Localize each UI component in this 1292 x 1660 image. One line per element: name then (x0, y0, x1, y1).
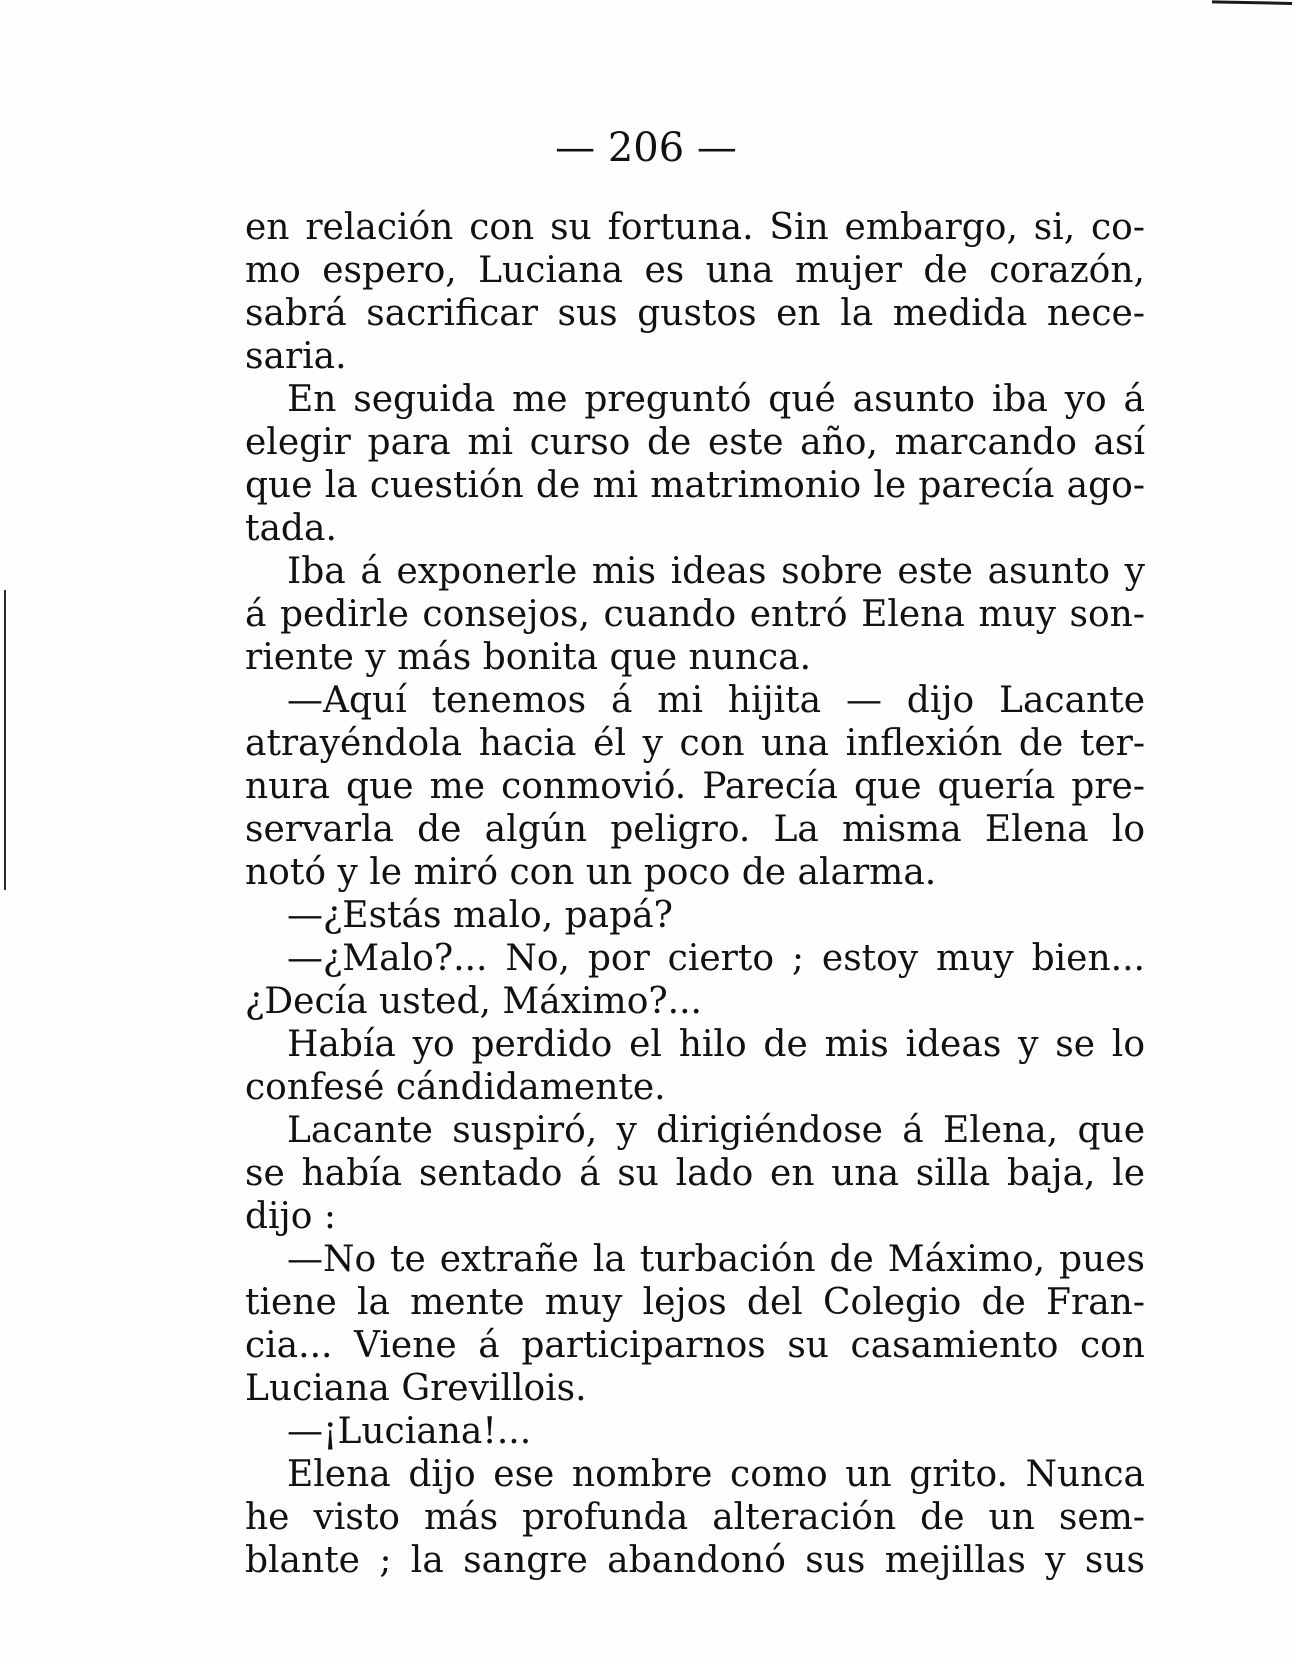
text-line: Luciana Grevillois. (245, 1368, 587, 1409)
text-line: cia... Viene á participarnos su casamiento con (245, 1325, 1145, 1366)
text-line: mo espero, Luciana es una mujer de corazón, (245, 250, 1145, 291)
text-line: En seguida me preguntó qué asunto iba yo á (287, 379, 1145, 420)
text-line: atrayéndola hacia él y con una inflexión de ter- (245, 723, 1145, 764)
text-line: sabrá sacrificar sus gustos en la medida nece- (245, 293, 1145, 334)
text-line: Iba á exponerle mis ideas sobre este asunto y (287, 551, 1145, 592)
text-line: se había sentado á su lado en una silla baja, le (245, 1153, 1145, 1194)
text-line: nura que me conmovió. Parecía que quería pre- (245, 766, 1145, 807)
text-line: notó y le miró con un poco de alarma. (245, 852, 937, 893)
text-line: —Aquí tenemos á mi hijita — dijo Lacante (287, 680, 1145, 721)
text-line: Elena dijo ese nombre como un grito. Nunca (287, 1454, 1145, 1495)
text-line: blante ; la sangre abandonó sus mejillas y sus (245, 1540, 1145, 1581)
text-line: —¿Malo?... No, por cierto ; estoy muy bien... (287, 938, 1145, 979)
text-line: confesé cándidamente. (245, 1067, 666, 1108)
text-line: ¿Decía usted, Máximo?... (245, 981, 702, 1022)
text-line: —No te extrañe la turbación de Máximo, pues (287, 1239, 1145, 1280)
text-line: en relación con su fortuna. Sin embargo, si, co- (245, 207, 1145, 248)
body-text (245, 206, 1145, 1582)
scan-edge-mark (1212, 0, 1292, 14)
text-line: dijo : (245, 1196, 336, 1237)
page-number: — 206 — (555, 125, 737, 171)
text-line: Había yo perdido el hilo de mis ideas y se lo (287, 1024, 1145, 1065)
text-line: —¡Luciana!... (287, 1411, 532, 1452)
text-line: he visto más profunda alteración de un sem- (245, 1497, 1145, 1538)
text-line: saria. (245, 336, 347, 377)
text-line: que la cuestión de mi matrimonio le parecía ago- (245, 465, 1145, 506)
text-line: tiene la mente muy lejos del Colegio de Fran- (245, 1282, 1145, 1323)
text-line: Lacante suspiró, y dirigiéndose á Elena, que (287, 1110, 1145, 1151)
text-line: elegir para mi curso de este año, marcando así (245, 422, 1145, 463)
text-line: riente y más bonita que nunca. (245, 637, 812, 678)
text-line: —¿Estás malo, papá? (287, 895, 673, 936)
text-line: tada. (245, 508, 337, 549)
text-line: servarla de algún peligro. La misma Elena lo (245, 809, 1145, 850)
scan-edge-mark-left (4, 590, 6, 890)
text-line: á pedirle consejos, cuando entró Elena muy son- (245, 594, 1145, 635)
